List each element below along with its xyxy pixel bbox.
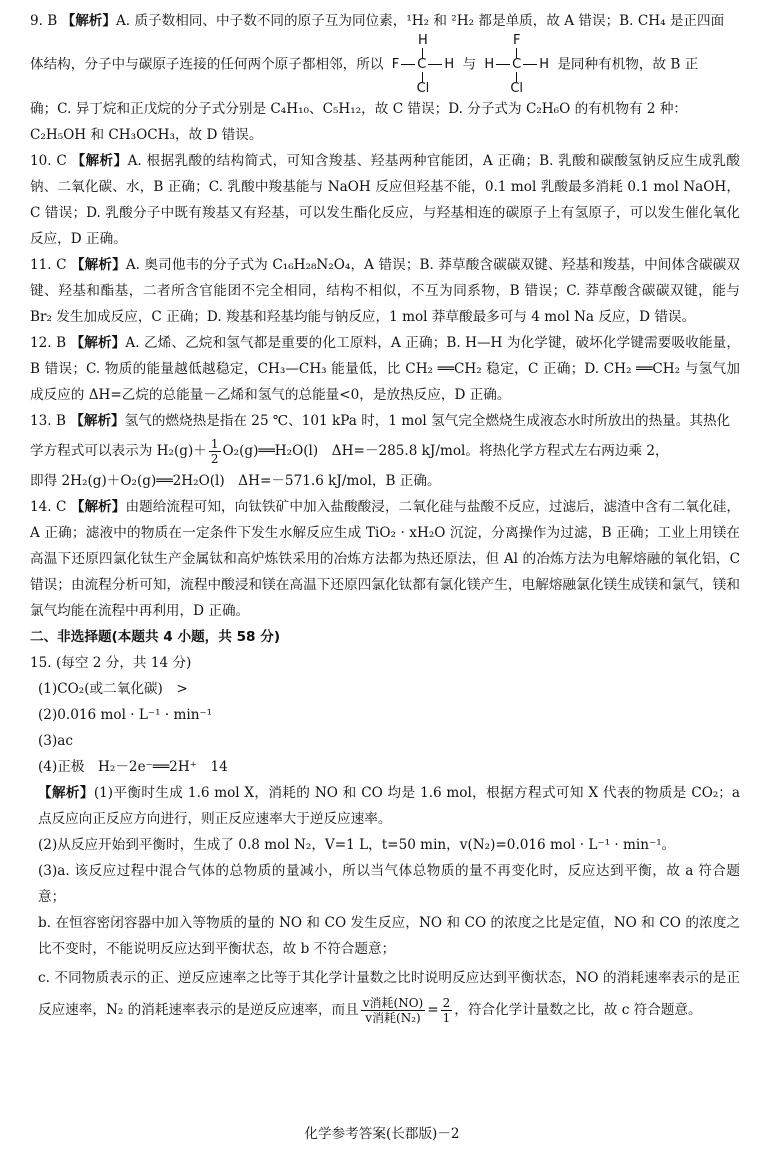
q13-line2a: 学方程式可以表示为 H₂(g)＋ [30,443,207,459]
q14-number: 14. C [30,499,71,515]
structure-formula-2 [484,34,549,96]
q15-answer-1: (1)CO₂(或二氧化碳) > [38,681,188,697]
struct2-bottom: Cl [510,81,524,96]
q15-explain-1: (1)平衡时生成 1.6 mol X，消耗的 NO 和 CO 均是 1.6 mol，根据方程式可知 X 代表的物质是 CO₂；a 点反应向正反应方向进行，则正反应速率大于逆反应速率。 [38,785,741,827]
fraction-two-over-one: $\frac{2}{1}$ [442,996,451,1025]
q9-number: 9. B [30,13,62,29]
answer-q14 [30,494,740,624]
answer-q13 [30,408,740,494]
analysis-tag: 【解析】 [38,785,94,801]
structure-formula-1 [392,34,454,96]
analysis-tag: 【解析】 [61,13,116,29]
answer-q10 [30,148,740,252]
struct2-right: H [539,57,549,72]
q11-number: 11. C [30,257,71,273]
q13-line3: 即得 2H₂(g)＋O₂(g)══2H₂O(l) ΔH=－571.6 kJ/mol，B 正确。 [30,473,441,489]
q12-number: 12. B [30,335,71,351]
q11-text: A. 奥司他韦的分子式为 C₁₆H₂₈N₂O₄，A 错误；B. 莽草酸含碳碳双键、羟基和羧基，中间体含碳碳双键、羟基和酯基，二者所含官能团不完全相同，结构不相似，不互为同系物，B 错误；C. 莽草酸含碳碳双键，能与 Br₂ 发生加成反应，C 正确；D. 羧基和羟基均能与钠反应，1 mol 莽草酸最多可与 4 mol Na 反应，D 错误。 [30,257,740,325]
q9-line3: 确；C. 异丁烷和正戊烷的分子式分别是 C₄H₁₀、C₅H₁₂，故 C 错误；D. 分子式为 C₂H₆O 的有机物有 2 种： [30,101,688,117]
section-heading-nonchoice: 二、非选择题(本题共 4 小题，共 58 分) [30,629,281,645]
struct1-left: F [391,57,400,72]
struct2-top: F [512,33,521,48]
struct1-right: H [444,57,455,72]
q10-text: A. 根据乳酸的结构简式，可知含羧基、羟基两种官能团，A 正确；B. 乳酸和碳酸氢钠反应生成乳酸钠、二氧化碳、水，B 正确；C. 乳酸中羧基能与 NaOH 反应但羟基不能，0.1 mol 乳酸最多消耗 0.1 mol NaOH，C 错误；D. 乳酸分子中既有羧基又有羟基，可以发生酯化反应，与羟基相连的碳原子上有氢原子，可以发生催化氧化反应，D 正确。 [30,153,740,247]
q9-line1: A. 质子数相同、中子数不同的原子互为同位素，¹H₂ 和 ²H₂ 都是单质，故 A 错误；B. CH₄ 是正四面 [115,13,725,29]
fraction-one-half: $\frac{1}{2}$ [210,437,219,466]
q13-number: 13. B [30,413,71,429]
answer-q11 [30,252,740,330]
q15-head: 15. (每空 2 分，共 14 分) [30,655,192,671]
answer-q9 [30,8,740,148]
q9-line2a: 体结构，分子中与碳原子连接的任何两个原子都相邻，所以 [30,56,384,73]
q15-explain-4: b. 在恒容密闭容器中加入等物质的量的 NO 和 CO 发生反应，NO 和 CO 的浓度之比是定值，NO 和 CO 的浓度之比不变时，不能说明反应达到平衡状态，故 b 不符合题意； [38,915,740,957]
q15-answer-2: (2)0.016 mol · L⁻¹ · min⁻¹ [38,707,213,723]
page-footer: 化学参考答案(长郡版)－2 [304,1126,460,1142]
q13-line1: 氢气的燃烧热是指在 25 ℃、101 kPa 时，1 mol 氢气完全燃烧生成液态水时所放出的热量。其热化 [124,413,731,429]
q15-explain-5b: ，符合化学计量数之比，故 c 符合题意。 [454,1002,702,1018]
analysis-tag: 【解析】 [70,335,126,351]
q9-line2b: 与 [462,56,477,73]
q14-text: 由题给流程可知，向钛铁矿中加入盐酸酸浸，二氧化硅与盐酸不反应，过滤后，滤渣中含有二氧化硅，A 正确；滤液中的物质在一定条件下发生水解反应生成 TiO₂ · xH₂O 沉淀，分离操作为过滤，B 正确；工业上用镁在高温下还原四氯化钛生产金属钛和高炉炼铁采用的冶炼方法都为热还原法，但 Al 的冶炼方法为电解熔融的氧化铝，C 错误；由流程分析可知，流程中酸浸和镁在高温下还原四氯化钛都有氯化镁产生，电解熔融氯化镁生成镁和氯气，镁和氯气均能在流程中再利用，D 正确。 [30,499,740,619]
analysis-tag: 【解析】 [70,257,126,273]
q13-line2b: O₂(g)══H₂O(l) ΔH=－285.8 kJ/mol。将热化学方程式左右两边乘 2， [222,443,669,459]
answer-q12 [30,330,740,408]
struct2-c: C [512,57,522,72]
q15-explain-5a: c. 不同物质表示的正、逆反应速率之比等于其化学计量数之比时说明反应达到平衡状态，NO 的消耗速率表示的是正反应速率，N₂ 的消耗速率表示的是逆反应速率，而且 [38,970,740,1018]
struct1-bottom: Cl [416,81,430,96]
analysis-tag: 【解析】 [70,499,126,515]
q12-text: A. 乙烯、乙烷和氢气都是重要的化工原料，A 正确；B. H—H 为化学键，破坏化学键需要吸收能量，B 错误；C. 物质的能量越低越稳定，CH₃—CH₃ 能量低，比 CH₂ ══CH₂ 稳定，C 正确；D. CH₂ ══CH₂ 与氢气加成反应的 ΔH=乙烷的总能量－乙烯和氢气的总能量<0，是放热反应，D 正确。 [30,335,740,403]
q15-explain-2: (2)从反应开始到平衡时，生成了 0.8 mol N₂，V=1 L，t=50 min，v(N₂)=0.016 mol · L⁻¹ · min⁻¹。 [38,837,676,853]
q10-number: 10. C [30,153,72,169]
analysis-tag: 【解析】 [71,153,128,169]
q15-explain-3: (3)a. 该反应过程中混合气体的总物质的量减小，所以当气体总物质的量不再变化时，反应达到平衡，故 a 符合题意； [38,863,740,905]
analysis-tag: 【解析】 [70,413,125,429]
struct1-c: C [417,57,427,72]
struct1-top: H [418,33,428,48]
fraction-rate-ratio: $\frac{\text{v消耗(NO)}}{\text{v消耗(N₂)}}$ [362,996,424,1025]
struct2-left: H [484,57,495,72]
q9-line4: C₂H₅OH 和 CH₃OCH₃，故 D 错误。 [30,127,263,143]
q15-answer-3: (3)ac [38,733,73,749]
q15-answer-4: (4)正极 H₂－2e⁻══2H⁺ 14 [38,759,228,775]
q9-line2c: 是同种有机物，故 B 正 [557,56,699,73]
answer-q15: 15. (每空 2 分，共 14 分) (1)CO₂(或二氧化碳) > (2)0.016 mol · L⁻¹ · min⁻¹ (3)ac (4)正极 H₂－2e⁻══2H⁺ 14 【解析】(1)平衡时生成 1.6 mol X，消耗的 NO 和 CO 均是 1.6 mol，根据方程式可知 X 代表的物质是 CO₂；a 点反应向正反应方向进行，则正反应速率大于逆反应速率。 (2)从反应开始到平衡时，生成了 0.8 mol N₂，V=1 L，t=50 min，v(N₂)=0.016 mol · L⁻¹ · min⁻¹。 (3)a. 该反应过程中混合气体的总物质的量减小，所以当气体总物质的量不再变化时，反应达到平衡，故 a 符合题意； b. 在恒容密闭容器中加入等物质的量的 NO 和 CO 发生反应，NO 和 CO 的浓度之比是定值，NO 和 CO 的浓度之比不变时，不能说明反应达到平衡状态，故 b 不符合题意； c. 不同物质表示的正、逆反应速率之比等于其化学计量数之比时说明反应达到平衡状态，NO 的消耗速率表示的是正反应速率，N₂ 的消耗速率表示的是逆反应速率，而且 $\frac{\text{v消耗(NO)}}{\text{v消耗(N₂)}}$ = $\frac{2}{1}$ ，符合化学计量数之比，故 c 符合题意。 [30,650,740,1026]
